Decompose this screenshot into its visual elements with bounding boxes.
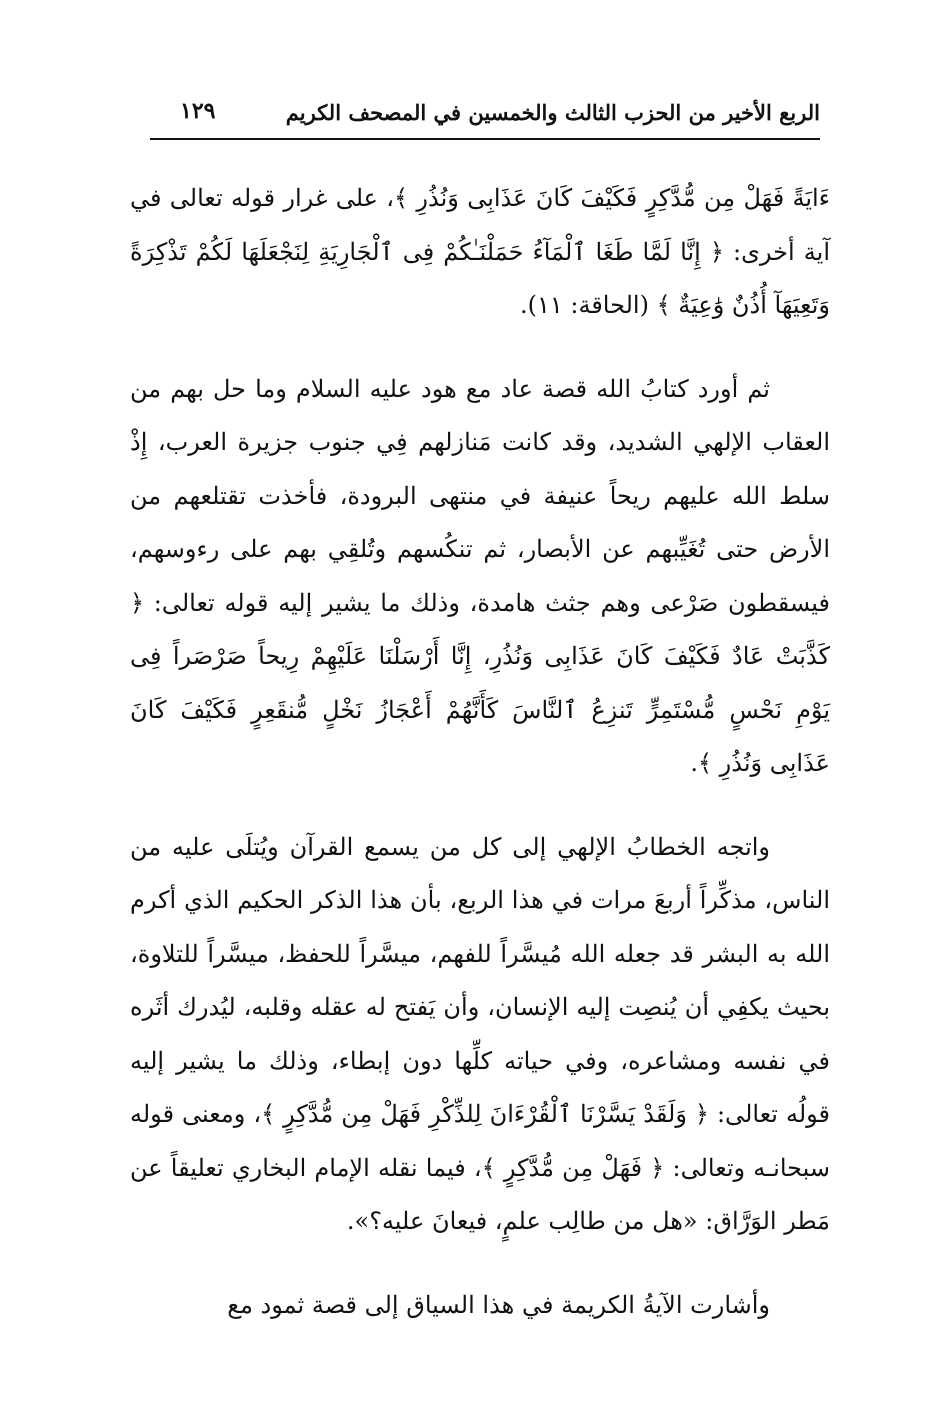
body-text [130, 172, 830, 1332]
header-rule [150, 138, 820, 140]
paragraph-3: واتجه الخطابُ الإلهي إلى كل من يسمع القرآن ويُتلَى عليه من الناس، مذكِّراً أربعَ مرات في هذا الربع، بأن هذا الذكر الحكيم الذي أكرم الله به البشر قد جعله الله مُيسَّراً للفهم، ميسَّراً للحفظ، ميسَّراً للتلاوة، بحيث يكفِي أن يُنصِت إليه الإنسان، وأن يَفتح له عقله وقلبه، ليُدرك أثَره في نفسه ومشاعره، وفي حياته كلِّها دون إبطاء، وذلك ما يشير إليه قولُه تعالى: ﴿ وَلَقَدْ يَسَّرْنَا ٱلْقُرْءَانَ لِلذِّكْرِ فَهَلْ مِن مُّدَّكِرٍ ﴾، ومعنى قوله سبحانـه وتعالى: ﴿ فَهَلْ مِن مُّدَّكِرٍ ﴾، فيما نقله الإمام البخاري تعليقاً عن مَطر الوَرَّاق: «هل من طالِب علمٍ، فيعانَ عليه؟». [130, 832, 830, 1235]
page-number: ١٢٩ [180, 98, 216, 124]
paragraph-2: ثم أورد كتابُ الله قصة عاد مع هود عليه السلام وما حل بهم من العقاب الإلهي الشديد، وقد كانت مَنازلهم فِي جنوب جزيرة العرب، إِذْ سلط الله عليهم ريحاً عنيفة في منتهى البرودة، فأخذت تقتلعهم من الأرض حتى تُغَيِّبهم عن الأبصار، ثم تنكُسهم وتُلقِي بهم على رءوسهم، فيسقطون صَرْعى وهم جثث هامدة، وذلك ما يشير إليه قوله تعالى: ﴿ كَذَّبَتْ عَادٌ فَكَيْفَ كَانَ عَذَابِى وَنُذُرِ، إِنَّا أَرْسَلْنَا عَلَيْهِمْ رِيحاً صَرْصَراً فِى يَوْمِ نَحْسٍ مُّسْتَمِرٍّ تَنزِعُ ٱلنَّاسَ كَأَنَّهُمْ أَعْجَازُ نَخْلٍ مُّنقَعِرٍ فَكَيْفَ كَانَ عَذَابِى وَنُذُرِ ﴾. [130, 374, 831, 777]
paragraph-4: وأشارت الآيةُ الكريمة في هذا السياق إلى قصة ثمود مع [227, 1290, 770, 1319]
paragraph-1: ءَايَةً فَهَلْ مِن مُّدَّكِرٍ فَكَيْفَ كَانَ عَذَابِى وَنُذُرِ ﴾، على غرار قوله تعالى في آية أخرى: ﴿ إِنَّا لَمَّا طَغَا ٱلْمَآءُ حَمَلْنَـٰكُمْ فِى ٱلْجَارِيَةِ لِنَجْعَلَهَا لَكُمْ تَذْكِرَةً وَتَعِيَهَآ أُذُنٌ وَٰعِيَةٌ ﴾ (الحاقة: ١١). [130, 184, 830, 319]
running-header [150, 96, 820, 136]
running-title: الربع الأخير من الحزب الثالث والخمسين في المصحف الكريم [285, 100, 820, 125]
